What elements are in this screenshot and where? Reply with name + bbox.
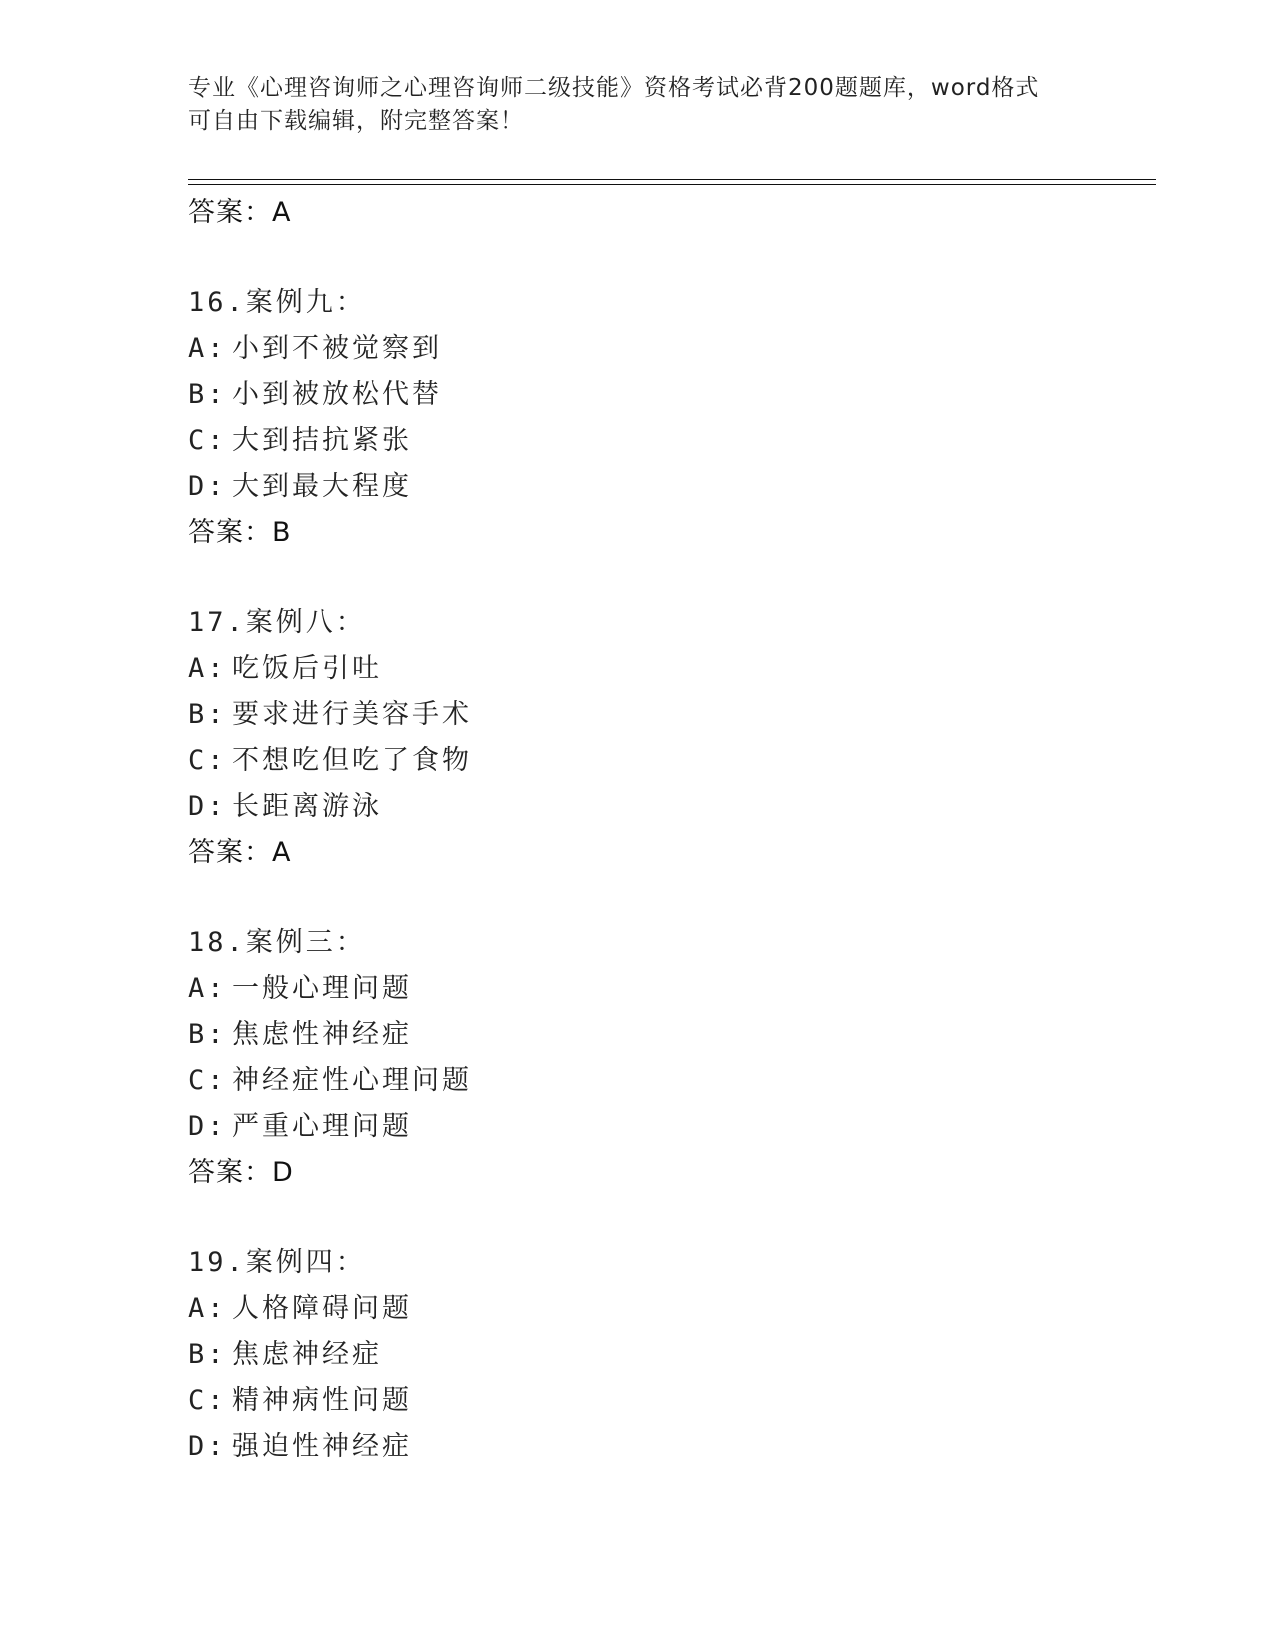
option-text: 一般心理问题 (232, 973, 412, 1004)
header-divider-top (188, 179, 1156, 180)
option-b (188, 372, 1148, 418)
question-17 (188, 600, 1148, 876)
option-text: 吃饭后引吐 (232, 653, 382, 684)
option-d (188, 1424, 1148, 1470)
option-text: 精神病性问题 (232, 1385, 412, 1416)
option-key: C: (188, 425, 227, 456)
option-text: 焦虑性神经症 (232, 1019, 412, 1050)
option-text: 要求进行美容手术 (232, 699, 472, 730)
option-key: C: (188, 1385, 227, 1416)
option-a (188, 966, 1148, 1012)
option-key: B: (188, 1019, 227, 1050)
option-text: 严重心理问题 (232, 1111, 412, 1142)
option-text: 大到最大程度 (232, 471, 412, 502)
option-text: 小到被放松代替 (232, 379, 442, 410)
option-key: A: (188, 653, 227, 684)
option-text: 焦虑神经症 (232, 1339, 382, 1370)
question-title: 18.案例三： (188, 927, 366, 958)
option-text: 小到不被觉察到 (232, 333, 442, 364)
question-answer: 答案：A (188, 837, 292, 868)
option-key: D: (188, 1111, 227, 1142)
option-a (188, 646, 1148, 692)
option-c (188, 1378, 1148, 1424)
document-header (188, 72, 1078, 138)
option-key: D: (188, 791, 227, 822)
option-key: B: (188, 1339, 227, 1370)
question-19 (188, 1240, 1148, 1470)
option-key: C: (188, 1065, 227, 1096)
question-title: 19.案例四： (188, 1247, 366, 1278)
option-b (188, 1332, 1148, 1378)
option-key: B: (188, 379, 227, 410)
header-line-1: 专业《心理咨询师之心理咨询师二级技能》资格考试必背200题题库，word格式 (188, 75, 1040, 101)
option-key: D: (188, 471, 227, 502)
question-title: 16.案例九： (188, 287, 366, 318)
option-b (188, 1012, 1148, 1058)
option-a (188, 1286, 1148, 1332)
option-text: 人格障碍问题 (232, 1293, 412, 1324)
option-key: A: (188, 333, 227, 364)
option-text: 神经症性心理问题 (232, 1065, 472, 1096)
option-d (188, 1104, 1148, 1150)
option-d (188, 464, 1148, 510)
option-d (188, 784, 1148, 830)
option-key: B: (188, 699, 227, 730)
question-answer: 答案：B (188, 517, 292, 548)
option-b (188, 692, 1148, 738)
previous-answer: 答案：A (188, 197, 292, 228)
option-text: 长距离游泳 (232, 791, 382, 822)
question-18 (188, 920, 1148, 1196)
option-key: C: (188, 745, 227, 776)
option-text: 不想吃但吃了食物 (232, 745, 472, 776)
option-c (188, 738, 1148, 784)
question-title: 17.案例八： (188, 607, 366, 638)
option-a (188, 326, 1148, 372)
option-key: A: (188, 973, 227, 1004)
header-divider-bottom (188, 184, 1156, 185)
option-text: 强迫性神经症 (232, 1431, 412, 1462)
option-key: D: (188, 1431, 227, 1462)
option-c (188, 418, 1148, 464)
option-text: 大到拮抗紧张 (232, 425, 412, 456)
question-answer: 答案：D (188, 1157, 294, 1188)
question-16 (188, 280, 1148, 556)
question-list (188, 190, 1148, 1470)
option-c (188, 1058, 1148, 1104)
option-key: A: (188, 1293, 227, 1324)
header-line-2: 可自由下载编辑，附完整答案！ (188, 108, 524, 134)
